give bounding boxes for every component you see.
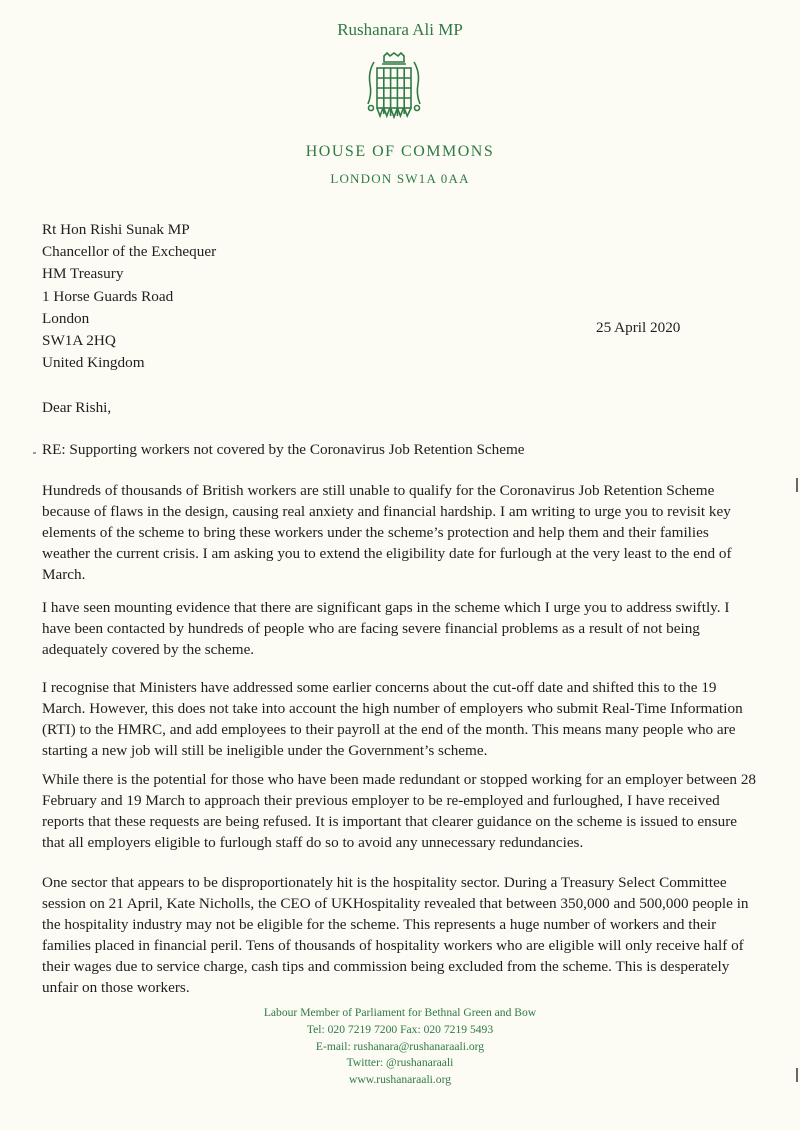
recipient-line: SW1A 2HQ xyxy=(42,332,116,350)
portcullis-icon xyxy=(364,52,424,124)
footer-tel-fax: Tel: 020 7219 7200 Fax: 020 7219 5493 xyxy=(306,1022,494,1036)
recipient-line: London xyxy=(42,309,90,327)
body-paragraph: One sector that appears to be disproportionately hit is the hospitality sector. During a Treasury Select Committee session on 21 April, Kate Nicholls, the CEO of UKHospitality revealed that between 350,000 and 500,000 people in the hospitality industry may not be eligible for the scheme. This represents a huge number of workers and their families placed in financial peril. Tens of thousands of hospitality workers who are eligible will only receive half of their wages due to service charge, cash tips and commission being excluded from the scheme. This is desperately unfair on those workers. xyxy=(42,874,749,996)
recipient-line: Chancellor of the Exchequer xyxy=(42,243,217,261)
recipient-line: United Kingdom xyxy=(42,354,145,372)
letter-footer xyxy=(0,1005,800,1089)
body-paragraph: I recognise that Ministers have addressed some earlier concerns about the cut-off date and shifted this to the 19 March. However, this does not take into account the high number of employers who submit Real-Time Information (RTI) to the HMRC, and add employees to their payroll at the end of the month. This means many people who are starting a new job will still be ineligible under the Government’s scheme. xyxy=(42,679,743,759)
scan-edge-mark xyxy=(796,478,798,492)
body-paragraph: I have seen mounting evidence that there are significant gaps in the scheme which I urge you to address swiftly. I have been contacted by hundreds of people who are facing severe financial problems as a result of not being adequately covered by the scheme. xyxy=(42,599,730,658)
body-paragraph: Hundreds of thousands of British workers are still unable to qualify for the Coronavirus Job Retention Scheme because of flaws in the design, causing real anxiety and financial hardship. I am writing to urge you to revisit key elements of the scheme to bring these workers under the scheme’s protection and help them and their families weather the current crisis. I am asking you to extend the eligibility date for furlough at the very least to the end of March. xyxy=(42,482,732,583)
body-paragraph: While there is the potential for those who have been made redundant or stopped working for an employer between 28 February and 19 March to approach their previous employer to be re-employed and furloughed, I have received reports that these requests are being refused. It is important that clearer guidance on the scheme is issued to ensure that all employers eligible to furlough staff do so to avoid any unnecessary redundancies. xyxy=(42,771,757,851)
subject-line: RE: Supporting workers not covered by the Coronavirus Job Retention Scheme xyxy=(42,441,525,458)
footer-email: E-mail: rushanara@rushanaraali.org xyxy=(315,1039,485,1053)
recipient-line: Rt Hon Rishi Sunak MP xyxy=(42,221,190,238)
footer-role: Labour Member of Parliament for Bethnal Green and Bow xyxy=(263,1006,537,1019)
footer-website: www.rushanaraali.org xyxy=(348,1073,452,1087)
recipient-address xyxy=(42,219,216,374)
house-address: LONDON SW1A 0AA xyxy=(330,171,470,186)
sender-name: Rushanara Ali MP xyxy=(337,20,463,39)
house-of-commons-heading: HOUSE OF COMMONS xyxy=(305,143,495,160)
salutation: Dear Rishi, xyxy=(42,399,112,416)
footer-twitter: Twitter: @rushanaraali xyxy=(346,1056,454,1070)
scan-speck xyxy=(33,452,36,454)
recipient-line: HM Treasury xyxy=(42,265,124,283)
recipient-line: 1 Horse Guards Road xyxy=(42,287,174,305)
letter-date: 25 April 2020 xyxy=(596,319,681,336)
scan-edge-mark xyxy=(796,1068,798,1082)
